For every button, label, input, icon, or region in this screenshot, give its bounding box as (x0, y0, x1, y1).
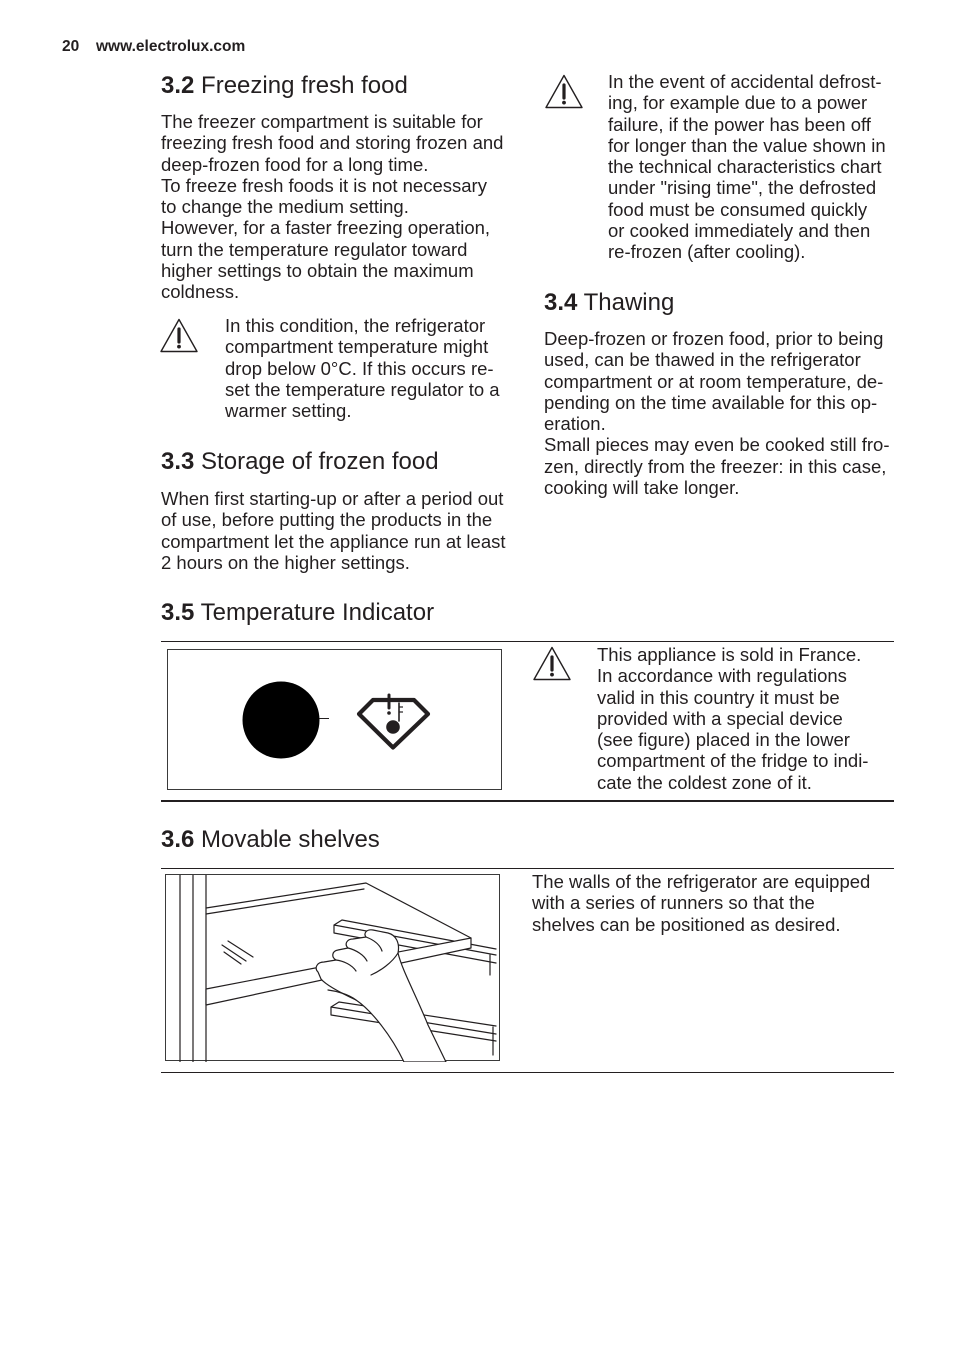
shelf-with-hand-illustration (166, 875, 501, 1062)
movable-shelf-figure (165, 874, 500, 1061)
text-line: In accordance with regulations (597, 665, 847, 687)
text-line: provided with a special device (597, 707, 843, 729)
text-line: compartment let the appliance run at least (161, 530, 506, 552)
text-line: The walls of the refrigerator are equipped (532, 871, 871, 892)
warning-icon (159, 317, 199, 354)
section-3-5-warning-text (597, 644, 868, 793)
text-line: compartment temperature might (225, 336, 489, 358)
text-line: compartment of the fridge to indi- (597, 750, 869, 772)
text-line: food must be consumed quickly (608, 198, 868, 220)
section-3-4-text (544, 328, 889, 498)
text-line: In the event of accidental defrost- (608, 71, 882, 92)
text-line: zen, directly from the freezer: in this case, (544, 455, 887, 477)
text-line: re-frozen (after cooling). (608, 241, 806, 263)
text-line: the technical characteristics chart (608, 156, 882, 178)
text-line: for longer than the value shown in (608, 134, 886, 156)
text-line: This appliance is sold in France. (597, 644, 862, 665)
text-line: 2 hours on the higher settings. (161, 551, 410, 573)
text-line: with a series of runners so that the (532, 892, 815, 914)
section-title: Storage of frozen food (201, 448, 439, 475)
text-line: warmer setting. (225, 400, 352, 422)
section-title: Movable shelves (201, 826, 380, 853)
horizontal-rule (161, 868, 894, 869)
text-line: coldness. (161, 281, 240, 303)
section-3-2-text (161, 111, 503, 303)
text-line: failure, if the power has been off (608, 113, 871, 135)
text-line: valid in this country it must be (597, 686, 840, 708)
section-number: 3.2 (161, 72, 195, 99)
text-line: turn the temperature regulator toward (161, 238, 468, 260)
text-line: Deep-frozen or frozen food, prior to being (544, 328, 884, 349)
section-number: 3.6 (161, 826, 195, 853)
warning-icon (544, 73, 584, 110)
coldest-zone-icon (359, 695, 428, 748)
text-line: (see figure) placed in the lower (597, 729, 850, 751)
section-title: Freezing fresh food (201, 72, 408, 99)
text-line: When first starting-up or after a period out (161, 488, 504, 509)
section-number: 3.3 (161, 448, 195, 475)
section-number: 3.4 (544, 289, 578, 316)
text-line: The freezer compartment is suitable for (161, 111, 483, 132)
temperature-indicator-illustration (168, 650, 503, 791)
text-line: eration. (544, 413, 606, 435)
text-line: ing, for example due to a power (608, 92, 868, 114)
section-number: 3.5 (161, 599, 195, 626)
text-line: Small pieces may even be cooked still fro- (544, 434, 890, 456)
section-3-5-heading (161, 599, 434, 627)
text-line: cate the coldest zone of it. (597, 771, 812, 793)
text-line: higher settings to obtain the maximum (161, 260, 474, 282)
temperature-indicator-figure (167, 649, 502, 790)
text-line: of use, before putting the products in the (161, 509, 493, 531)
text-line: pending on the time available for this op- (544, 391, 878, 413)
indicator-dot (243, 682, 320, 759)
text-line: However, for a faster freezing operation, (161, 217, 491, 239)
text-line: cooking will take longer. (544, 477, 740, 499)
text-line: To freeze fresh foods it is not necessary (161, 174, 487, 196)
text-line: shelves can be positioned as desired. (532, 913, 841, 935)
text-line: drop below 0°C. If this occurs re- (225, 357, 494, 379)
text-line: under "rising time", the defrosted (608, 177, 877, 199)
text-line: set the temperature regulator to a (225, 378, 500, 400)
section-3-3-text (161, 488, 506, 573)
site-url: www.electrolux.com (96, 38, 246, 55)
text-line: or cooked immediately and then (608, 220, 871, 242)
warning-icon (532, 645, 572, 682)
section-title: Temperature Indicator (200, 599, 435, 626)
section-3-6-heading (161, 826, 380, 854)
text-line: used, can be thawed in the refrigerator (544, 349, 861, 371)
page-number: 20 (62, 38, 80, 55)
section-3-2-heading (161, 72, 408, 100)
text-line: compartment or at room temperature, de- (544, 370, 884, 392)
text-line: In this condition, the refrigerator (225, 315, 486, 336)
horizontal-rule (161, 641, 894, 642)
horizontal-rule (161, 800, 894, 802)
section-3-6-text (532, 871, 870, 935)
section-3-4-heading (544, 289, 674, 317)
section-3-3-heading (161, 448, 439, 476)
horizontal-rule (161, 1072, 894, 1073)
text-line: deep-frozen food for a long time. (161, 153, 429, 175)
text-line: freezing fresh food and storing frozen and (161, 132, 504, 154)
section-title: Thawing (583, 289, 675, 316)
text-line: to change the medium setting. (161, 196, 409, 218)
defrost-warning-text (608, 71, 886, 263)
section-3-2-warning-text (225, 315, 500, 421)
